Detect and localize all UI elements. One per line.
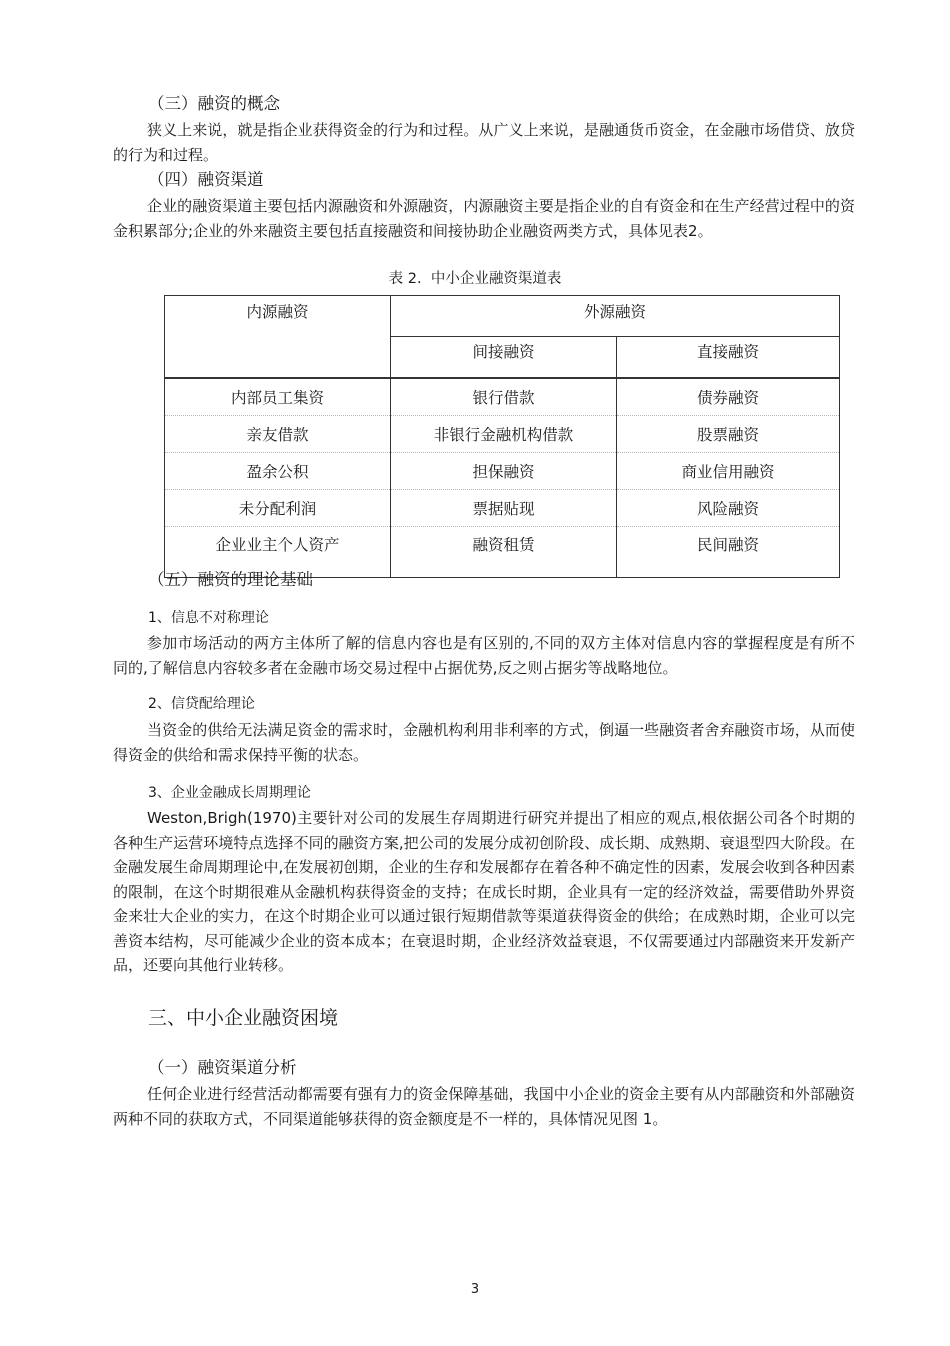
- cell-direct: 商业信用融资: [617, 453, 840, 490]
- section-4-paragraph: 企业的融资渠道主要包括内源融资和外源融资，内源融资主要是指企业的自有资金和在生产经营过程中的资金积累部分;企业的外来融资主要包括直接融资和间接协助企业融资两类方式，具体见表2。: [113, 197, 855, 240]
- cell-indirect: 票据贴现: [391, 490, 617, 527]
- cell-direct: 债券融资: [617, 378, 840, 416]
- table-row: [165, 453, 840, 490]
- table-row: [165, 490, 840, 527]
- cell-internal: 亲友借款: [165, 416, 391, 453]
- cell-internal: 内部员工集资: [165, 378, 391, 416]
- cell-direct: 风险融资: [617, 490, 840, 527]
- cell-indirect: 非银行金融机构借款: [391, 416, 617, 453]
- theory-1-title: 1、信息不对称理论: [148, 610, 269, 626]
- cell-internal: 盈余公积: [165, 453, 391, 490]
- table-row: [165, 416, 840, 453]
- theory-1-paragraph: 参加市场活动的两方主体所了解的信息内容也是有区别的,不同的双方主体对信息内容的掌握程度是有所不同的,了解信息内容较多者在金融市场交易过程中占据优势,反之则占据劣等战略地位。: [113, 634, 855, 677]
- section-4-heading: （四）融资渠道: [148, 170, 264, 189]
- cell-internal: 企业业主个人资产: [165, 527, 391, 578]
- chapter-3-sub1-paragraph: 任何企业进行经营活动都需要有强有力的资金保障基础，我国中小企业的资金主要有从内部融资和外部融资两种不同的获取方式，不同渠道能够获得的资金额度是不一样的，具体情况见图 1。: [113, 1085, 855, 1128]
- cell-indirect: 担保融资: [391, 453, 617, 490]
- table-caption-label: 表 2.: [388, 271, 422, 287]
- cell-indirect: 融资租赁: [391, 527, 617, 578]
- theory-2-paragraph: 当资金的供给无法满足资金的需求时，金融机构利用非利率的方式，倒逼一些融资者舍弃融资市场，从而使得资金的供给和需求保持平衡的状态。: [113, 721, 855, 764]
- table-row: [165, 378, 840, 416]
- section-3-heading: （三）融资的概念: [148, 94, 280, 113]
- theory-3-title: 3、企业金融成长周期理论: [148, 785, 311, 801]
- section-3-paragraph: 狭义上来说，就是指企业获得资金的行为和过程。从广义上来说，是融通货币资金，在金融市场借贷、放贷的行为和过程。: [113, 121, 855, 164]
- theory-3-paragraph: Weston,Brigh(1970)主要针对公司的发展生存周期进行研究并提出了相应的观点,根依据公司各个时期的各种生产运营环境特点选择不同的融资方案,把公司的发展分成初创阶段、成长期、成熟期、衰退型四大阶段。在金融发展生命周期理论中,在发展初创期，企业的生存和发展都存在着各种不确定性的因素，发展会收到各种因素的限制，在这个时期很难从金融机构获得资金的支持；在成长时期，企业具有一定的经济效益，需要借助外界资金来壮大企业的实力，在这个时期企业可以通过银行短期借款等渠道获得资金的供给；在成熟时期，企业可以完善资本结构，尽可能减少企业的资本成本；在衰退时期，企业经济效益衰退，不仅需要通过内部融资来开发新产品，还要向其他行业转移。: [113, 809, 855, 974]
- financing-channels-table: [164, 295, 840, 578]
- page-number: 3: [470, 1282, 480, 1297]
- header-external-financing: 外源融资: [391, 296, 840, 337]
- cell-internal: 未分配利润: [165, 490, 391, 527]
- cell-indirect: 银行借款: [391, 378, 617, 416]
- cell-direct: 民间融资: [617, 527, 840, 578]
- section-5-heading: （五）融资的理论基础: [148, 570, 313, 589]
- header-indirect-financing: 间接融资: [391, 337, 617, 379]
- chapter-3-sub1-heading: （一）融资渠道分析: [148, 1058, 297, 1077]
- table-caption-title: 中小企业融资渠道表: [430, 271, 562, 287]
- header-internal-financing: 内源融资: [165, 296, 391, 379]
- header-direct-financing: 直接融资: [617, 337, 840, 379]
- chapter-3-heading: 三、中小企业融资困境: [148, 1007, 339, 1029]
- theory-2-title: 2、信贷配给理论: [148, 696, 255, 712]
- table-caption: [0, 268, 950, 290]
- cell-direct: 股票融资: [617, 416, 840, 453]
